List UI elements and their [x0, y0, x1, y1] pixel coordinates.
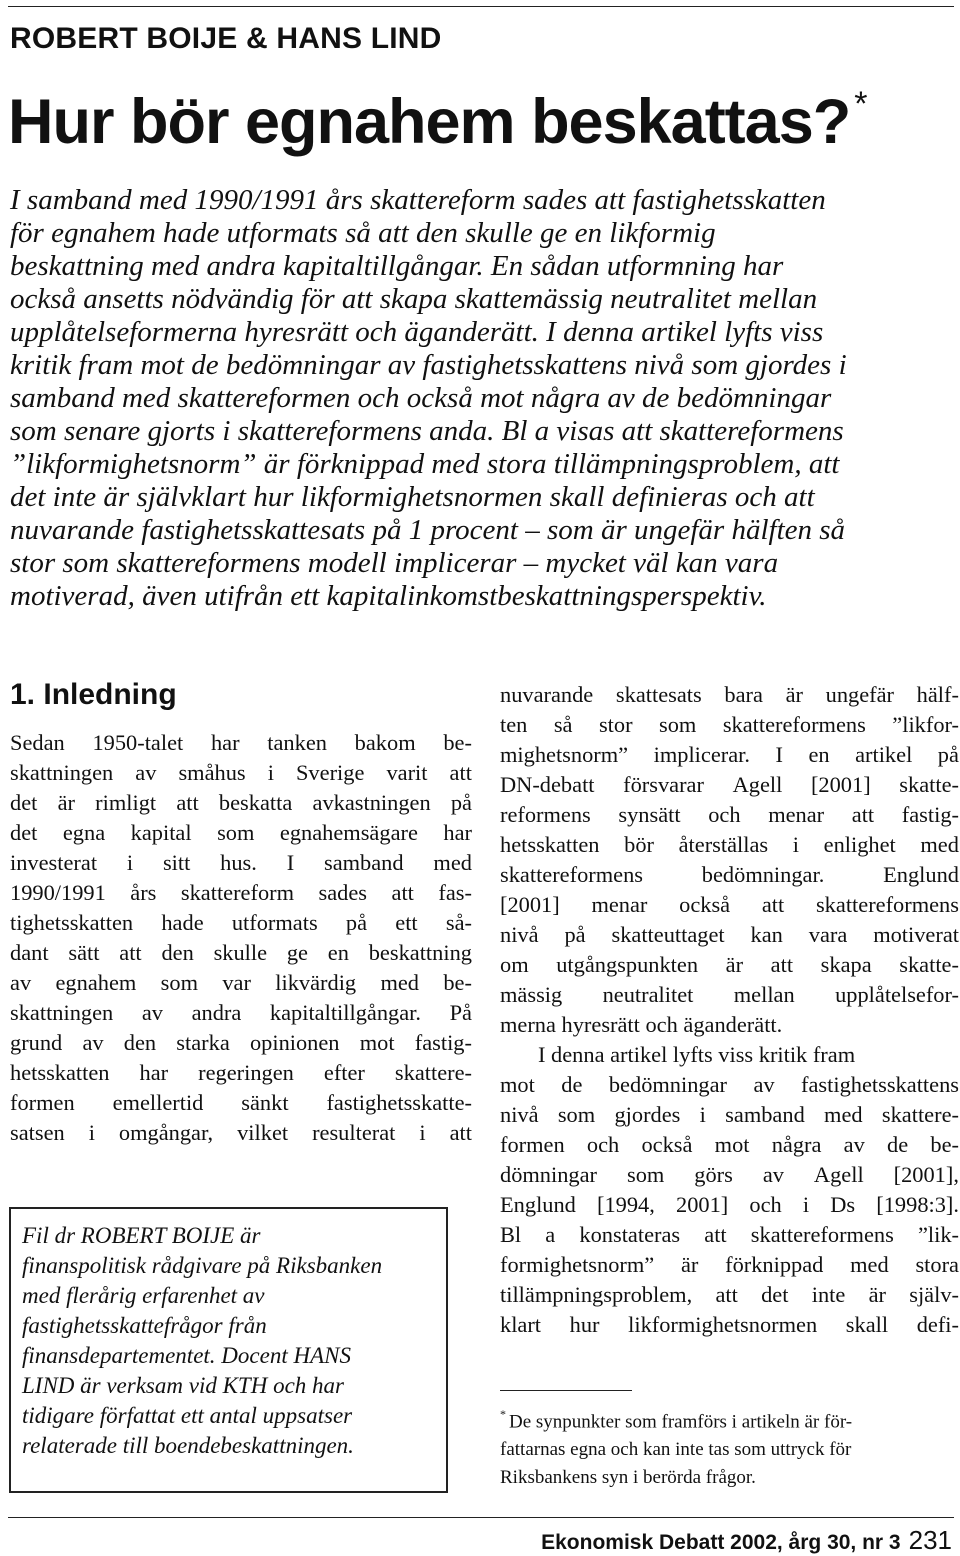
text-line: formighetsnorm” är förknippad med stora	[500, 1252, 959, 1277]
text-line: satsen i omgångar, vilket resulterat i att	[10, 1120, 472, 1145]
author-info-line: relaterade till boendebeskattningen.	[22, 1433, 354, 1458]
journal-reference: Ekonomisk Debatt 2002, årg 30, nr 3	[541, 1531, 901, 1554]
abstract-line: upplåtelseformerna hyresrätt och äganderätt. I denna artikel lyfts viss	[10, 316, 824, 348]
footnote-line: Riksbankens syn i berörda frågor.	[500, 1467, 756, 1489]
text-line: ten så stor som skattereformens ”likfor-	[500, 712, 959, 737]
text-line: [2001] menar också att skattereformens	[500, 892, 959, 917]
text-line: 1990/1991 års skattereform sades att fas-	[10, 880, 472, 905]
text-line: tillämpningsproblem, att det inte är själv-	[500, 1282, 959, 1307]
author-names: ROBERT BOIJE & HANS LIND	[10, 22, 442, 55]
author-info-line: finansdepartementet. Docent HANS	[22, 1343, 351, 1368]
text-line: Englund [1994, 2001] och i Ds [1998:3].	[500, 1192, 959, 1217]
author-info-line: med flerårig erfarenhet av	[22, 1283, 265, 1308]
running-footer	[541, 1525, 952, 1556]
abstract-line: också ansetts nödvändig för att skapa skattemässig neutralitet mellan	[10, 283, 818, 315]
text-line: det egna kapital som egnahemsägare har	[10, 820, 472, 845]
text-line: skattningen av andra kapitaltillgångar. På	[10, 1000, 472, 1025]
text-line: nivå som gjordes i samband med skattere-	[500, 1102, 959, 1127]
text-line: dömningar som görs av Agell [2001],	[500, 1162, 959, 1187]
text-line: dant sätt att den skulle ge en beskattning	[10, 940, 472, 965]
bottom-rule	[8, 1517, 954, 1518]
text-line: skattningen av småhus i Sverige varit att	[10, 760, 472, 785]
text-line: nuvarande skattesats bara är ungefär hälf-	[500, 682, 959, 707]
text-line: om utgångspunkten är att skapa skatte-	[500, 952, 959, 977]
text-line: klart hur likformighetsnormen skall defi-	[500, 1312, 959, 1337]
body-column-right	[500, 680, 959, 1340]
text-line: hetsskatten bör återställas i enlighet med	[500, 832, 959, 857]
text-line: nivå på skatteuttaget kan vara motiverat	[500, 922, 959, 947]
title-footnote-mark: *	[854, 85, 867, 123]
text-line: av egnahem som var likvärdig med be-	[10, 970, 472, 995]
abstract-line: samband med skattereformen och också mot några av de bedömningar	[10, 382, 832, 414]
text-line: det är rimligt att beskatta avkastningen på	[10, 790, 472, 815]
article-title	[8, 86, 866, 158]
footnote-line: fattarnas egna och kan inte tas som uttryck för	[500, 1439, 852, 1461]
text-line: reformens synsätt och menar att fastig-	[500, 802, 959, 827]
footnote-mark: *	[500, 1407, 506, 1421]
paragraph	[500, 1040, 959, 1340]
text-line: DN-debatt försvarar Agell [2001] skatte-	[500, 772, 959, 797]
abstract-line: ”likformighetsnorm” är förknippad med stora tillämpningsproblem, att	[10, 448, 840, 480]
text-line: formen och också mot några av de be-	[500, 1132, 959, 1157]
abstract-line: det inte är självklart hur likformighetsnormen skall definieras och att	[10, 481, 815, 513]
author-info-line: tidigare författat ett antal uppsatser	[22, 1403, 353, 1428]
text-line: formen emellertid sänkt fastighetsskatte-	[10, 1090, 472, 1115]
author-info-box	[9, 1207, 448, 1493]
abstract-line: beskattning med andra kapitaltillgångar. En sådan utformning har	[10, 250, 784, 282]
text-line: tighetsskatten hade utformats på ett så-	[10, 910, 472, 935]
text-line: I denna artikel lyfts viss kritik fram	[538, 1042, 856, 1067]
footnote-line	[500, 1402, 960, 1436]
author-info-line: finanspolitisk rådgivare på Riksbanken	[22, 1253, 383, 1278]
body-column-left	[10, 672, 472, 1148]
abstract-line: nuvarande fastighetsskattesats på 1 procent – som är ungefär hälften så	[10, 514, 846, 546]
author-info-line: LIND är verksam vid KTH och har	[22, 1373, 344, 1398]
text-line: mighetsnorm” implicerar. I en artikel på	[500, 742, 959, 767]
abstract-line: I samband med 1990/1991 års skattereform sades att fastighetsskatten	[10, 184, 826, 216]
abstract	[10, 184, 955, 613]
footnote-text: De synpunkter som framförs i artikeln är för-	[509, 1411, 853, 1433]
text-line: Bl a konstateras att skattereformens ”lik-	[500, 1222, 959, 1247]
abstract-line: som senare gjorts i skattereformens anda. Bl a visas att skattereformens	[10, 415, 844, 447]
abstract-line: kritik fram mot de bedömningar av fastighetsskattens nivå som gjordes i	[10, 349, 847, 381]
paragraph	[500, 680, 959, 1040]
text-line: mässig neutralitet mellan upplåtelsefor-	[500, 982, 959, 1007]
abstract-line: för egnahem hade utformats så att den skulle ge en likformig	[10, 217, 716, 249]
author-info-line: fastighetsskattefrågor från	[22, 1313, 267, 1338]
title-text: Hur bör egnahem beskattas?	[8, 87, 851, 157]
page-number: 231	[908, 1525, 952, 1555]
top-rule	[8, 6, 954, 7]
text-line: investerat i sitt hus. I samband med	[10, 850, 472, 875]
abstract-line: motiverad, även utifrån ett kapitalinkomstbeskattningsperspektiv.	[10, 580, 767, 612]
text-line: skattereformens bedömningar. Englund	[500, 862, 959, 887]
paragraph	[10, 728, 472, 1148]
footnote-rule	[500, 1390, 632, 1391]
text-line: hetsskatten har regeringen efter skattere-	[10, 1060, 472, 1085]
abstract-line: stor som skattereformens modell implicerar – mycket väl kan vara	[10, 547, 779, 579]
text-line: mot de bedömningar av fastighetsskattens	[500, 1072, 959, 1097]
text-line: merna hyresrätt och äganderätt.	[500, 1012, 783, 1037]
section-heading: 1. Inledning	[10, 678, 177, 711]
footnote	[500, 1402, 960, 1492]
author-info-line: Fil dr ROBERT BOIJE är	[22, 1223, 261, 1248]
text-line: grund av den starka opinionen mot fastig-	[10, 1030, 472, 1055]
text-line: Sedan 1950-talet har tanken bakom be-	[10, 730, 472, 755]
